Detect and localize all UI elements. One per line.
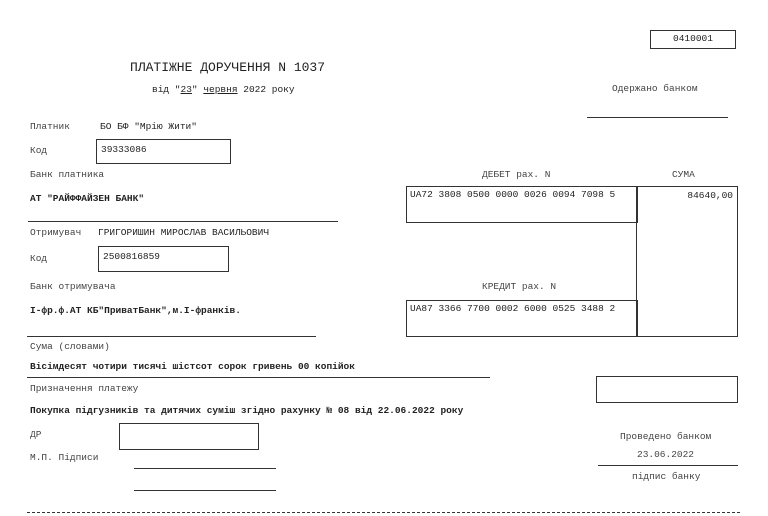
page-title: ПЛАТІЖНЕ ДОРУЧЕННЯ N 1037 xyxy=(130,60,326,75)
credit-account: UA87 3366 7700 0002 6000 0525 3488 2 xyxy=(410,303,616,314)
payer-label: Платник xyxy=(30,121,70,132)
recipient-name: ГРИГОРИШИН МИРОСЛАВ ВАСИЛЬОВИЧ xyxy=(98,227,270,238)
purpose-label: Призначення платежу xyxy=(30,383,139,394)
recipient-code-field xyxy=(98,246,229,272)
recipient-code-label: Код xyxy=(30,253,48,264)
recipient-label: Отримувач xyxy=(30,227,82,238)
recipient-divider xyxy=(27,336,316,337)
sum-words-label: Сума (словами) xyxy=(30,341,110,352)
payer-name: БО БФ "Мрію Жити" xyxy=(100,121,197,132)
cut-line xyxy=(27,512,740,513)
date-day: 23 xyxy=(180,84,192,95)
payer-code-label: Код xyxy=(30,145,48,156)
processed-label: Проведено банком xyxy=(620,431,712,442)
credit-label: КРЕДИТ рах. N xyxy=(482,281,557,292)
document-date xyxy=(152,84,295,95)
date-month: червня xyxy=(203,84,238,95)
payer-bank: АТ "РАЙФФАЙЗЕН БАНК" xyxy=(30,193,145,204)
payer-code: 39333086 xyxy=(101,144,147,155)
sum-label: СУМА xyxy=(672,169,695,180)
payer-code-field xyxy=(96,139,231,164)
sum-words-line xyxy=(27,377,490,378)
debit-account-field xyxy=(406,186,638,223)
signature-line-1 xyxy=(134,468,276,469)
purpose-value: Покупка підгузників та дитячих суміш згідно рахунку № 08 від 22.06.2022 року xyxy=(30,405,464,416)
date-suffix: 2022 року xyxy=(243,84,295,95)
dr-field xyxy=(119,423,259,450)
bank-sign-line xyxy=(598,465,738,466)
payer-divider xyxy=(28,221,338,222)
processed-date: 23.06.2022 xyxy=(637,449,695,460)
form-code-box xyxy=(650,30,736,49)
date-prefix: від " xyxy=(152,84,181,95)
recipient-code: 2500816859 xyxy=(103,251,161,262)
payer-bank-label: Банк платника xyxy=(30,169,105,180)
debit-account: UA72 3808 0500 0000 0026 0094 7098 5 xyxy=(410,189,616,200)
dr-label: ДР xyxy=(30,429,42,440)
sum-field xyxy=(636,186,738,337)
date-mid: " xyxy=(191,84,198,95)
sum-value: 84640,00 xyxy=(687,190,733,201)
debit-label: ДЕБЕТ рах. N xyxy=(482,169,551,180)
signatures-label: М.П. Підписи xyxy=(30,452,99,463)
purpose-side-box xyxy=(596,376,738,403)
bank-sign-label: підпис банку xyxy=(632,471,701,482)
received-by-bank-label: Одержано банком xyxy=(612,83,698,94)
sum-words: Вісімдесят чотири тисячі шістсот сорок гривень 00 копійок xyxy=(30,361,355,372)
signature-line-2 xyxy=(134,490,276,491)
credit-account-field xyxy=(406,300,638,337)
received-line xyxy=(587,117,728,118)
recipient-bank: І-фр.ф.АТ КБ"ПриватБанк",м.І-франків. xyxy=(30,305,241,316)
form-code: 0410001 xyxy=(673,33,713,44)
recipient-bank-label: Банк отримувача xyxy=(30,281,116,292)
